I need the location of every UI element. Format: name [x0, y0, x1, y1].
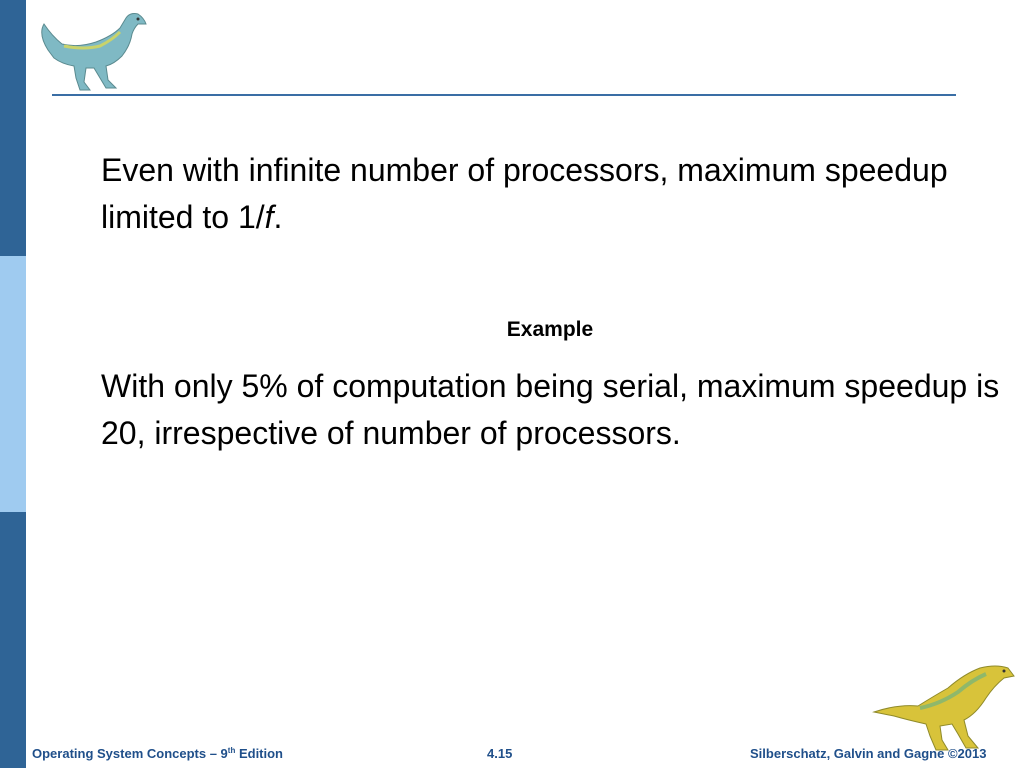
sidebar-stripe — [0, 0, 26, 768]
slide-paragraph-2: With only 5% of computation being serial, maximum speedup is 20, irrespective of number of processors. — [101, 368, 1000, 451]
footer-page-number: 4.15 — [487, 746, 513, 761]
footer-book-title: Operating System Concepts – 9th Edition — [32, 746, 284, 761]
footer-authors: Silberschatz, Galvin and Gagne ©2013 — [750, 746, 987, 761]
slide-paragraph-1: Even with infinite number of processors, maximum speedup limited to 1/f. — [101, 152, 948, 235]
example-heading: Example — [506, 318, 594, 341]
sidebar-segment-top — [0, 0, 26, 256]
sidebar-segment-middle — [0, 256, 26, 512]
dinosaur-icon — [34, 6, 160, 94]
dinosaur-icon — [868, 658, 1018, 756]
sidebar-segment-bottom — [0, 512, 26, 768]
header-divider — [52, 94, 956, 96]
